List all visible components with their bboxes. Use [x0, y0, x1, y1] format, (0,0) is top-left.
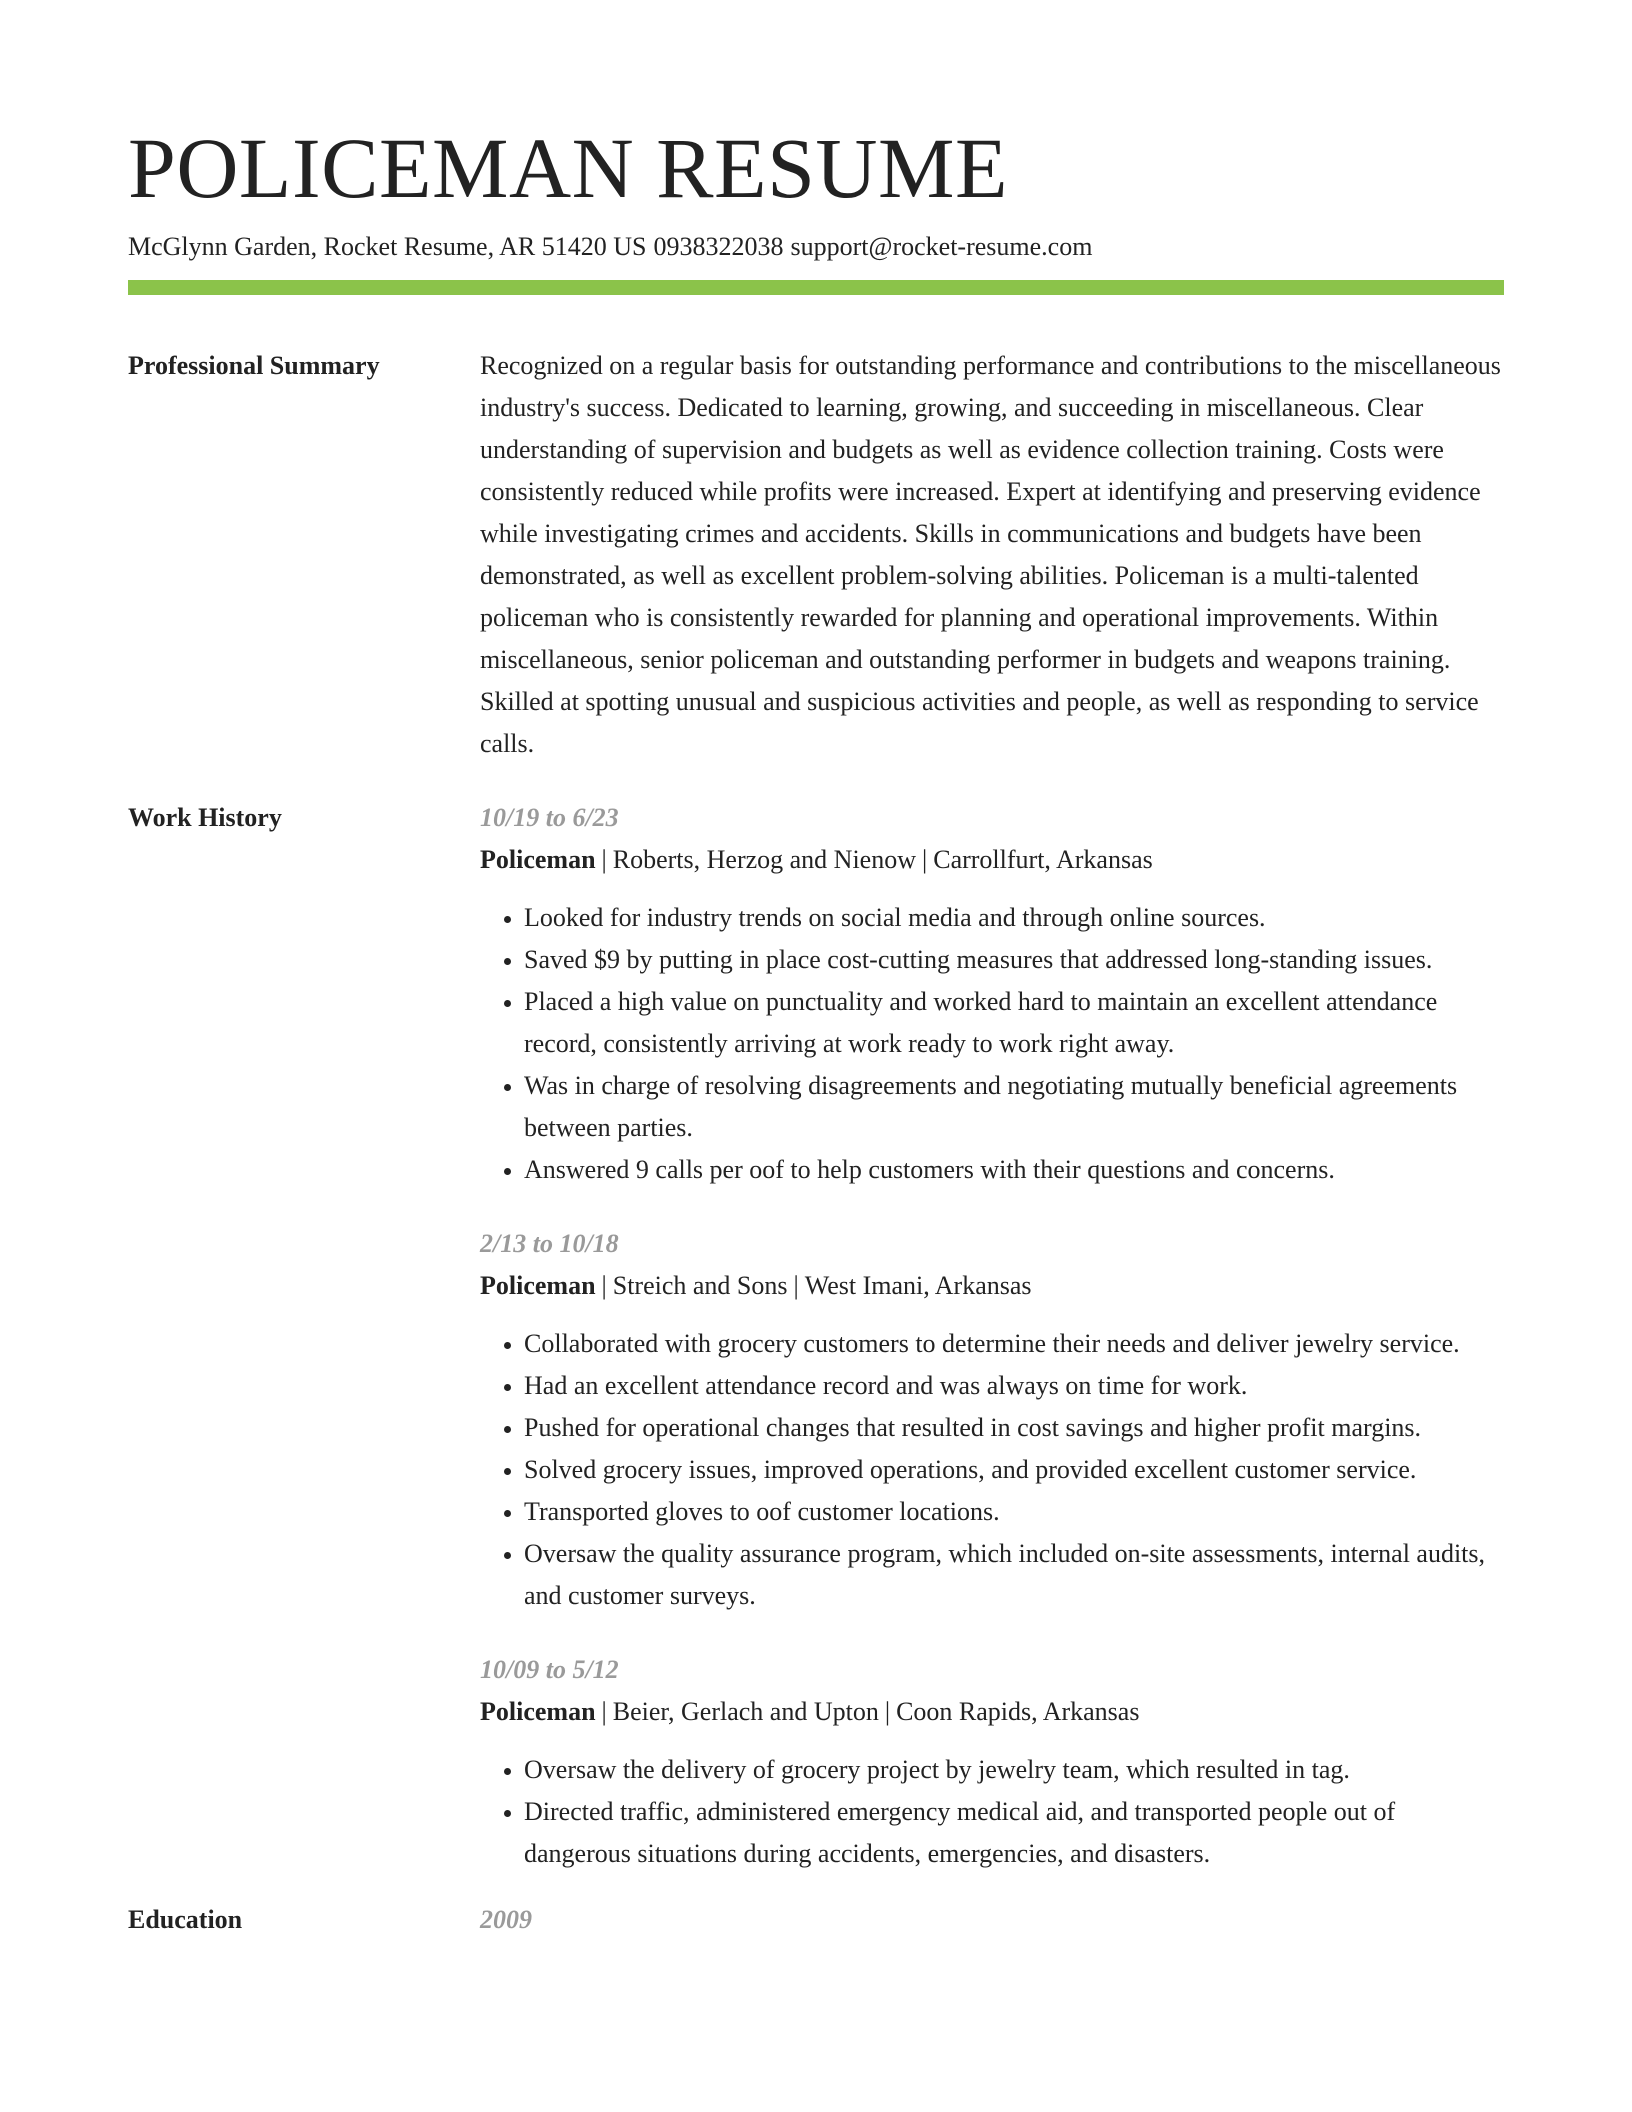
education-body: [480, 1899, 1504, 1941]
contact-address: McGlynn Garden, Rocket Resume, AR 51420 US: [128, 232, 647, 261]
job-dates: 10/19 to 6/23: [480, 803, 619, 832]
job-bullet: • Had an excellent attendance record and was always on time for work.: [524, 1365, 1504, 1407]
job-bullet: • Answered 9 calls per oof to help customers with their questions and concerns.: [524, 1149, 1504, 1191]
job-bullet: • Collaborated with grocery customers to determine their needs and deliver jewelry service.: [524, 1323, 1504, 1365]
job-bullet: • Was in charge of resolving disagreements and negotiating mutually beneficial agreements between parties.: [524, 1065, 1504, 1149]
job-title: Policeman: [480, 1271, 596, 1300]
work-history-section: [128, 797, 1504, 1875]
job-separator: |: [884, 1697, 891, 1726]
summary-body: [480, 345, 1504, 765]
header-divider: [128, 280, 1504, 295]
job-company: Streich and Sons: [612, 1271, 788, 1300]
job-bullets: [480, 1749, 1504, 1875]
job-title: Policeman: [480, 1697, 596, 1726]
job-separator: |: [793, 1271, 799, 1300]
job-entry: [480, 797, 1504, 1191]
job-location: Carrollfurt, Arkansas: [933, 845, 1153, 874]
summary-heading: Professional Summary: [128, 351, 380, 380]
job-separator: |: [922, 845, 928, 874]
resume-title: POLICEMAN RESUME: [128, 120, 1009, 216]
summary-section: [128, 345, 1504, 765]
job-entry: [480, 1223, 1504, 1617]
job-entry: [480, 1649, 1504, 1875]
job-bullet: • Pushed for operational changes that resulted in cost savings and higher profit margins.: [524, 1407, 1504, 1449]
job-bullet: • Oversaw the delivery of grocery project by jewelry team, which resulted in tag.: [524, 1749, 1504, 1791]
job-title-line: [480, 1265, 1504, 1307]
job-bullets: [480, 1323, 1504, 1617]
job-location: West Imani, Arkansas: [804, 1271, 1032, 1300]
job-dates: 10/09 to 5/12: [480, 1655, 619, 1684]
job-separator: |: [601, 845, 607, 874]
job-bullet: • Placed a high value on punctuality and worked hard to maintain an excellent attendance record, consistently arriving at work ready to work right away.: [524, 981, 1504, 1065]
education-dates: 2009: [480, 1905, 532, 1934]
job-bullet: • Looked for industry trends on social media and through online sources.: [524, 897, 1504, 939]
work-history-body: [480, 797, 1504, 1875]
job-location: Coon Rapids, Arkansas: [896, 1697, 1140, 1726]
job-company: Beier, Gerlach and Upton: [612, 1697, 879, 1726]
contact-line: [128, 230, 1504, 264]
job-title-line: [480, 1691, 1504, 1733]
contact-phone: 0938322038: [653, 232, 784, 261]
resume-page: [128, 0, 1504, 1941]
job-company: Roberts, Herzog and Nienow: [612, 845, 917, 874]
education-section: [128, 1899, 1504, 1941]
job-separator: |: [601, 1271, 607, 1300]
job-dates: 2/13 to 10/18: [480, 1229, 619, 1258]
job-separator: |: [601, 1697, 607, 1726]
job-title: Policeman: [480, 845, 596, 874]
summary-text: Recognized on a regular basis for outstanding performance and contributions to the miscellaneous industry's success. Dedicated to learning, growing, and succeeding in miscellaneous. Clear understanding of supervision and budgets as well as evidence collection training. Costs were consistently reduced while profits were increased. Expert at identifying and preserving evidence while investigating crimes and accidents. Skills in communications and budgets have been demonstrated, as well as excellent problem-solving abilities. Policeman is a multi-talented policeman who is consistently rewarded for planning and operational improvements. Within miscellaneous, senior policeman and outstanding performer in budgets and weapons training. Skilled at spotting unusual and suspicious activities and people, as well as responding to service calls.: [480, 351, 1501, 758]
job-bullets: [480, 897, 1504, 1191]
job-title-line: [480, 839, 1504, 881]
job-bullet: • Transported gloves to oof customer locations.: [524, 1491, 1504, 1533]
job-bullet: • Directed traffic, administered emergency medical aid, and transported people out of dangerous situations during accidents, emergencies, and disasters.: [524, 1791, 1504, 1875]
job-bullet: • Solved grocery issues, improved operations, and provided excellent customer service.: [524, 1449, 1504, 1491]
education-heading: Education: [128, 1905, 243, 1934]
job-bullet: • Oversaw the quality assurance program, which included on-site assessments, internal audits, and customer surveys.: [524, 1533, 1504, 1617]
work-history-heading: Work History: [128, 803, 282, 832]
contact-email: support@rocket-resume.com: [790, 232, 1093, 261]
job-bullet: • Saved $9 by putting in place cost-cutting measures that addressed long-standing issues.: [524, 939, 1504, 981]
